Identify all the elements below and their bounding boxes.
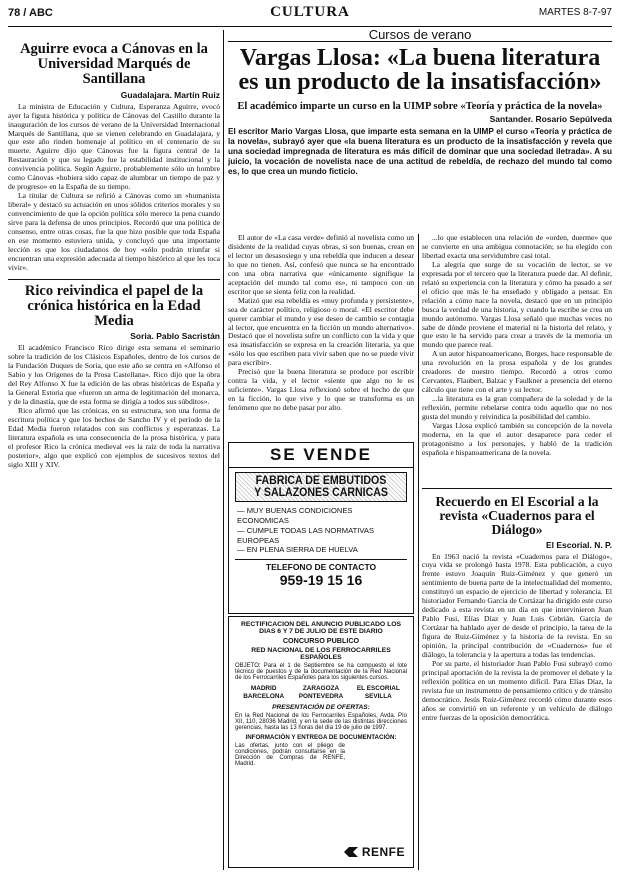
renfe-logo — [343, 845, 405, 859]
renfe-object: OBJETO: Para el 1 de Septiembre se ha compuesto el lote técnico de puestos y de la documentación de la Red Nacional de los Ferrocarriles Españoles para los siguientes cursos. — [235, 663, 407, 681]
place: ZARAGOZA — [302, 685, 340, 692]
byline-aguirre: Guadalajara. Martín Ruiz — [120, 89, 220, 100]
paragraph: Vargas Llosa explicó también su concepción de la novela moderna, en la que el autor desaparece para ceder el protagonismo a los personajes, y habló de la tradición española e hispanoamericana de la novela. — [422, 421, 612, 457]
ad-banner-line: Y SALAZONES CARNICAS — [254, 487, 388, 499]
place: PONTEVEDRA — [298, 693, 344, 700]
renfe-logo-text: RENFE — [361, 845, 405, 859]
renfe-offers-label: PRESENTACIÓN DE OFERTAS: — [272, 704, 370, 711]
place: BARCELONA — [243, 693, 285, 700]
ad-banner-line: FABRICA DE EMBUTIDOS — [255, 475, 387, 487]
main-story-top — [228, 44, 612, 234]
byline-vargas-llosa: Santander. Rosario Sepúlveda — [489, 113, 612, 124]
ad-contact — [235, 559, 407, 588]
main-story-col1 — [228, 234, 414, 439]
section-title: CULTURA — [270, 4, 350, 20]
headline-cuadernos: Recuerdo en El Escorial a la revista «Cuadernos para el Diálogo» — [435, 494, 599, 538]
renfe-info-text: Las ofertas, junto con el pliego de condiciones, podrán consultarse en la Dirección de Compras de RENFE, Madrid. — [235, 743, 345, 767]
lead-vargas-llosa: El escritor Mario Vargas Llosa, que imparte esta semana en la UIMP el curso «Teoría y práctica de la novela», subrayó ayer que «la buena literatura es un producto de la insatisfacción y revela que una sociedad impregnada de literatura es más difícil de dominar que una sociedad iletrada». A su juicio, la vocación de novelista nace de una actitud de rebeldía, de rechazo del mundo tal como es, lo que crea un mundo ficticio. — [228, 126, 612, 176]
paragraph: La alegría que surge de su vocación de lector, se ve expresada por el tercero que la literatura puede dar. Al definir, relató su experiencia con la literatura y cómo ha pasado a ser el oficio que más le ha enseñado y obligado a pensar. En relación a cómo nace la novela, destacó que en un principio busca la verdad de una historia, y cuando la escribe se crea un mundo autónomo. Vargas Llosa señaló que muchas veces no sabe de dónde proviene el material ni la historia del relato, y que esto le ha servido para crear a través de la memoria un mundo que parece real. — [422, 259, 612, 350]
main-story-col2 — [422, 234, 612, 484]
ad-renfe — [228, 616, 414, 868]
paragraph: La titular de Cultura se refirió a Cánovas como un «humanista liberal» y destacó su actuación en unos sólidos criterios morales y su convencimiento de que la opción política sólo merece la pena cuando sirve para la defensa de unos principios. Recordó que una política de consenso, entre otras cosas, fue la que hizo posible que toda España en ese momento estuviera unida, y concluyó que una importante lección es que los ciudadanos de hoy «sólo podrán triunfar si encuentran una expresión adecuada al tiempo histórico al que les toca vivir». — [8, 191, 220, 272]
paragraph: Matizó que esa rebeldía es «muy profunda y persistente», sea de carácter político, religioso o moral. «El escritor debe querer cambiar el mundo y ese deseo de cambio se contagia al lector, que encuentra en la ficción un mundo alternativo». Destacó que el novelista sufre un conflicto con la vida y que esa insatisfacción se expresa en la creación literaria, ya que «sólo los que escriben para vivir saben que no se puede vivir para escribir». — [228, 295, 414, 368]
renfe-mark-icon — [343, 846, 359, 858]
paragraph: El académico Francisco Rico dirige esta semana el seminario sobre la tradición de los Clásicos Españoles, dentro de los cursos de la Fundación Duques de Soria, que este año se centra en «Alfonso el Sabio y los Orígenes de la Prosa Castellana». Rico dijo que la obra del Rey Alfonso X fue la edición de las obras históricas de España y la General Estoria que «fueron un arma de legitimación del monarca, y de la dinastía, que de esta forma se dirigía a todos sus súbditos». — [8, 343, 220, 407]
body-rico — [8, 344, 220, 469]
paragraph: Por su parte, el historiador Juan Pablo Fusi subrayó como principal aportación de la revista la de promover el debate y la reflexión política en un momento difícil. Para Elías Díaz, la revista fue un instrumento de pensamiento crítico y de tránsito democrático. Jesús Ruiz-Giménez recordó cómo durante esos años se convirtió en un referente y un vehículo de diálogo entre fuerzas de la oposición democrática. — [422, 658, 612, 722]
headline-aguirre: Aguirre evoca a Cánovas en la Universidad Marqués de Santillana — [20, 41, 208, 88]
paragraph: A un autor hispanoamericano, Borges, hace responsable de una revolución en la prosa española y de los grandes creadores de nuestro tiempo. Recordó a otros como Cervantes, Flaubert, Balzac y Faulkner a presencia del eterno cálculo que tiene con el arte y su lector. — [422, 349, 612, 395]
paragraph: ...la literatura es la gran compañera de la soledad y de la reflexión, permite rebelarse contra todo aquello que no nos gusta del mundo y reivindica la posibilidad del cambio. — [422, 394, 612, 422]
byline-cuadernos: El Escorial. N. P. — [546, 539, 612, 550]
ad-bullet: — EN PLENA SIERRA DE HUELVA — [237, 545, 358, 555]
renfe-offers-text: En la Red Nacional de los Ferrocarriles Españoles, Avda. Pío XII, 110, 28036 Madrid, y en la sede de las distintas direcciones gerencias, hasta las 13 horas del día 19 de julio de 1997. — [235, 713, 407, 731]
left-column — [8, 30, 220, 878]
right-column-story — [422, 488, 612, 870]
renfe-entity: RED NACIONAL DE LOS FERROCARRILES ESPAÑOLES — [251, 647, 391, 661]
place: MADRID — [250, 685, 277, 692]
renfe-subtitle: CONCURSO PUBLICO — [282, 636, 360, 645]
headline-rico: Rico reivindica el papel de la crónica histórica en la Edad Media — [24, 282, 204, 330]
series-label: Cursos de verano — [228, 27, 612, 42]
contact-label: TELEFONO DE CONTACTO — [265, 562, 377, 573]
paragraph: Precisó que la buena literatura se produce por escribir contra la vida, y el lector «siente que algo no le es suficiente». Vargas Llosa reflexionó sobre el hecho de que en la ficción, lo que vive y lo que se transforma es un fenómeno que no debe pasar por alto. — [228, 367, 414, 413]
place: EL ESCORIAL — [356, 685, 400, 692]
divider — [8, 279, 220, 280]
paragraph: El autor de «La casa verde» definió al novelista como un disidente de la realidad cuyas obras, si son buenas, crean en el lector un desasosiego y una rebeldía que inducen a desear lo que no tienen. Así, confesó que nunca se ha encontrado con una obra narrativa que «únicamente signifique la aceptación del mundo tal como es», ni tampoco con un escritor que se sienta feliz con la realidad. — [228, 234, 414, 296]
paragraph: En 1963 nació la revista «Cuadernos para el Diálogo», cuya vida se prolongó hasta 1978. Esta publicación, a cuyo frente estuvo Joaquín Ruiz-Giménez y que generó un sentimiento de buena parte de la intelectualidad del momento, constituyó un espacio de ejercicio de libertad y tolerancia. El historiador Fernando García de Cortázar ha dirigido este curso dedicado a esta revista en un día en que intervinieron Juan Pablo Fusi, Elías Díaz y Juan Luis Cebrián. García de Cortázar ha hablado ayer de desde el principio, la tarea de la figura de Ruiz-Giménez y la historia de la revista. En su opinión, la principal contribución de «Cuadernos» fue el diálogo, la tolerancia y la apertura a todas las tendencias. — [422, 551, 612, 659]
page-header — [8, 4, 612, 27]
ad-banner — [235, 472, 407, 502]
page-number: 78 / ABC — [8, 7, 53, 19]
paragraph: Rico afirmó que las crónicas, en su estructura, son una forma de escritura política y que los hechos de Sancho IV y el período de la Edad Media fueron relatados con sus conflictos y esperanzas. La literatura española es una consecuencia de la prosa histórica, y para el profesor Rico la crónica medieval «es la raíz de toda la narrativa posterior», algo que explicó con ejemplos de sucesivos textos del siglo XIII y XIV. — [8, 406, 220, 469]
contact-phone: 959-19 15 16 — [279, 572, 363, 589]
byline-rico: Soria. Pablo Sacristán — [130, 331, 220, 342]
body-cuadernos — [422, 553, 612, 723]
ad-bullets — [237, 506, 405, 555]
issue-date: MARTES 8-7-97 — [538, 7, 612, 18]
renfe-places — [235, 685, 407, 700]
body-aguirre — [8, 103, 220, 273]
ad-bullet: — CUMPLE TODAS LAS NORMATIVAS EUROPEAS — [237, 525, 375, 545]
subhead-vargas-llosa: El académico imparte un curso en la UIMP sobre «Teoría y práctica de la novela» — [237, 100, 603, 112]
ad-bullet: — MUY BUENAS CONDICIONES ECONOMICAS — [237, 506, 353, 525]
ad-title: SE VENDE — [229, 443, 413, 468]
place: SEVILLA — [364, 693, 392, 700]
ad-se-vende — [228, 442, 414, 614]
paragraph: La ministra de Educación y Cultura, Esperanza Aguirre, evocó ayer la figura histórica y política de Cánovas del Castillo durante la inauguración de los cursos de verano de la Universidad Internacional Marqués de Santillana, que se vienen celebrando en Guadalajara, y que este año rinden homenaje al político en el centenario de su muerte. Aguirre dijo que Cánovas fue la figura central de la Restauración y que su legado fue la estabilidad institucional y la convivencia política. Según Aguirre, probablemente sólo un hombre como Cánovas «hubiera sido capaz de alumbrar un tiempo de paz y de progreso» en la España de su tiempo. — [8, 101, 220, 192]
column-rule — [418, 234, 419, 870]
renfe-info-label: INFORMACIÓN Y ENTREGA DE DOCUMENTACIÓN: — [245, 734, 397, 741]
headline-vargas-llosa: Vargas Llosa: «La buena literatura es un producto de la insatisfacción» — [238, 45, 602, 96]
divider — [422, 488, 612, 489]
paragraph: ...lo que establecen una relación de «orden, duerme» que se convierte en una ambigua connotación; se ha elegido con libertad exacta una servidumbre casi total. — [422, 234, 612, 260]
renfe-title: RECTIFICACION DEL ANUNCIO PUBLICADO LOS DIAS 6 Y 7 DE JULIO DE ESTE DIARIO — [240, 621, 402, 635]
column-rule — [223, 30, 224, 870]
